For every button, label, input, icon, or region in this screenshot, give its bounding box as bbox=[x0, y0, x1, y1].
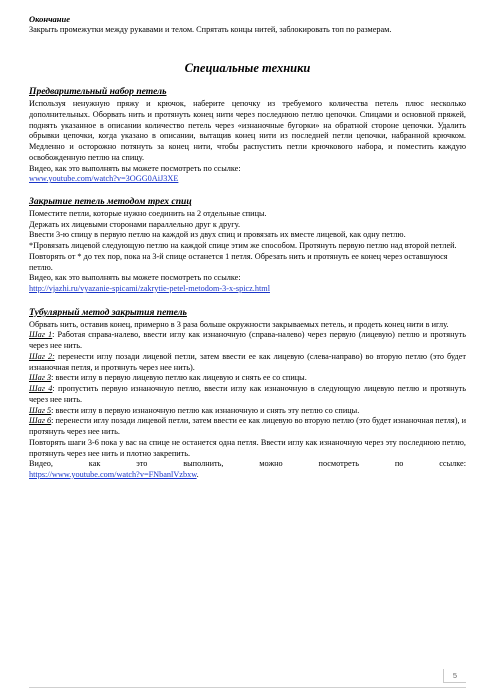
step-text: : пропустить первую изнаночную петлю, ввести иглу как изнаночную в следующую лицевую петлю и протянуть через нее нить. bbox=[29, 384, 467, 404]
three-needle-line-4: *Провязать лицевой следующую петлю на каждой спице этим же способом. Протянуть первую петлю над второй петлей. Повторять от * до тех пор, пока на 3-й спице останется 1 петля. Обрезать нить и протянуть ее конец через оставшуюся петлю. bbox=[29, 241, 457, 272]
tubular-intro: Обрвать нить, оставив конец, примерно в 3 раза больше окружности закрываемых петель, и продеть конец нити в иглу. bbox=[29, 319, 449, 329]
tubular-step bbox=[29, 416, 466, 438]
step-text: : перенести иглу позади лицевой петли, затем ввести ее как лицевую во вторую петлю (это будет изнаночная петля), и протянуть через нее нить. bbox=[29, 416, 466, 436]
three-needle-video-text: Видео, как это выполнять вы можете посмотреть по ссылке: bbox=[29, 273, 241, 283]
step-label: Шаг 1 bbox=[29, 330, 53, 340]
page-number: 5 bbox=[443, 669, 466, 683]
provisional-cast-on-body: Используя ненужную пряжу и крючок, наберите цепочку из требуемого количества петель плюс несколько дополнительных. Оборвать нить и протянуть конец нити через последнюю петлю цепочки. Спицами и основной пряжей, поднять указанное в описании количество петель через «изнаночные бугорки» на обратной стороне цепочки. Удалить обрывки цепочки, когда указано в описании, вытащив конец нити из последней петли цепочки, набранной крючком. Медленно и осторожно потянуть за конец нити, чтобы распустить петли крючкового набора, и поместить каждую освобожденную петлю на спицу. bbox=[29, 99, 466, 162]
step-text: : ввести иглу в первую лицевую петлю как лицевую и снять ее со спицы. bbox=[51, 373, 307, 383]
three-needle-line-3: Ввести 3-ю спицу в первую петлю на каждой из двух спиц и провязать их вместе лицевой, как одну петлю. bbox=[29, 230, 406, 240]
three-needle-line-2: Держать их лицевыми сторонами параллельно друг к другу. bbox=[29, 219, 241, 229]
step-label: Шаг 2: bbox=[29, 351, 55, 361]
ending-heading: Окончание bbox=[29, 14, 71, 24]
footer-divider bbox=[29, 687, 466, 688]
three-needle-video-link[interactable]: http://vjazhi.ru/vyazanie-spicami/zakrytie-petel-metodom-3-x-spicz.html bbox=[29, 284, 270, 293]
ending-text: Закрыть промежутки между рукавами и телом. Спрятать концы нитей, заблокировать топ по размерам. bbox=[29, 24, 392, 34]
page-title: Специальные техники bbox=[184, 60, 311, 75]
page-content: Окончание Закрыть промежутки между рукавами и телом. Спрятать концы нитей, заблокировать топ по размерам. Специальные техники Предварительный набор петель Используя ненужную пряжу и крючок, наберите цепочку из требуемого количества петель плюс несколько дополнительных. Оборвать нить и протянуть конец нити через последнюю петлю цепочки. Спицами и основной пряжей, поднять указанное в описании количество петель через «изнаночные бугорки» на обратной стороне цепочки. Удалить обрывки цепочки, когда указано в описании, вытащив конец нити из последней петли цепочки, набранной крючком. Медленно и осторожно потянуть за конец нити, чтобы распустить петли крючкового набора, и поместить каждую освобожденную петлю на спицу. Видео, как это выполнять вы можете посмотреть по ссылке: www.youtube.com/watch?v=3OGG0AiJ3XE Закрытие петель методом трех спиц Поместите петли, которые нужно соединить на 2 отдельные спицы. Держать их лицевыми сторонами параллельно друг к другу. Ввести 3-ю спицу в первую петлю на каждой из двух спиц и провязать их вместе лицевой, как одну петлю. *Провязать лицевой следующую петлю на каждой спице этим же способом. Протянуть первую петлю над второй петлей. Повторять от * до тех пор, пока на 3-й спице останется 1 петля. Обрезать нить и протянуть ее конец через оставшуюся петлю. Видео, как это выполнять вы можете посмотреть по ссылке: http://vjazhi.ru/vyazanie-spicami/zakrytie-petel-metodom-3-x-spicz.html Тубулярный метод закрытия петель Обрвать нить, оставив конец, примерно в 3 раза больше окружности закрываемых петель, и продеть конец нити в иглу. Шаг 1: Работая справа-налево, ввести иглу как изнаночную (справа-налево) через первую (лицевую) петлю и протянуть через нее нить. Шаг 2: перенести иглу позади лицевой петли, затем ввести ее как лицевую (слева-направо) во вторую петлю (это будет изнаночная петля, и протянуть через нее нить). Шаг 3: ввести иглу в первую лицевую петлю как лицевую и снять ее со спицы. Шаг 4: пропустить первую изнаночную петлю, ввести иглу как изнаночную в следующую лицевую петлю и протянуть через нее нить. Шаг 5: ввести иглу в первую изнаночную петлю как изнаночную и снять эту петлю со спицы. Шаг 6: перенести иглу позади лицевой петли, затем ввести ее как лицевую во вторую петлю (это будет изнаночная петля), и протянуть через нее нить. Повторять шаги 3-6 пока у вас на спице не останется одна петля. Ввести иглу как изнаночную через эту последнюю петлю, протянуть через нее нить и плотно закрепить. Видео, как это выполнить, можно посмотреть по ссылке: https://www.youtube.com/watch?v=FNbanlVzbxw. bbox=[29, 14, 467, 479]
tubular-step bbox=[29, 384, 466, 406]
section-heading-tubular-bind-off: Тубулярный метод закрытия петель bbox=[29, 306, 187, 318]
tubular-step bbox=[29, 330, 466, 352]
step-label: Шаг 4 bbox=[29, 384, 53, 393]
step-label: Шаг 5 bbox=[29, 405, 52, 415]
step-text: : Работая справа-налево, ввести иглу как изнаночную (справа-налево) через первую (лицевую) петлю и протянуть через нее нить. bbox=[29, 330, 466, 350]
provisional-cast-on-video-link[interactable]: www.youtube.com/watch?v=3OGG0AiJ3XE bbox=[29, 174, 179, 184]
tubular-repeat-text: Повторять шаги 3-6 пока у вас на спице не останется одна петля. Ввести иглу как изнаночную через эту последнюю петлю, протянуть через нее нить и плотно закрепить. bbox=[29, 437, 466, 458]
step-label: Шаг 6 bbox=[29, 416, 52, 426]
step-text: перенести иглу позади лицевой петли, затем ввести ее как лицевую (слева-направо) во вторую петлю (это будет изнаночная петля, и протянуть через нее нить). bbox=[29, 351, 467, 372]
provisional-cast-on-video-text: Видео, как это выполнять вы можете посмотреть по ссылке: bbox=[29, 163, 241, 173]
tubular-video-link[interactable]: https://www.youtube.com/watch?v=FNbanlVzbxw bbox=[29, 470, 197, 479]
tubular-step bbox=[29, 406, 466, 417]
step-text: : ввести иглу в первую изнаночную петлю как изнаночную и снять эту петлю со спицы. bbox=[51, 405, 360, 415]
tubular-video-text: Видео, как это выполнить, можно посмотреть по ссылке: bbox=[29, 459, 466, 469]
tubular-step bbox=[29, 352, 466, 374]
spacer bbox=[29, 295, 466, 308]
tubular-step bbox=[29, 373, 466, 384]
section-heading-provisional-cast-on: Предварительный набор петель bbox=[29, 86, 167, 98]
step-label: Шаг 3 bbox=[29, 373, 52, 383]
three-needle-line-1: Поместите петли, которые нужно соединить на 2 отдельные спицы. bbox=[29, 208, 267, 218]
section-heading-three-needle-bind-off: Закрытие петель методом трех спиц bbox=[29, 196, 192, 207]
